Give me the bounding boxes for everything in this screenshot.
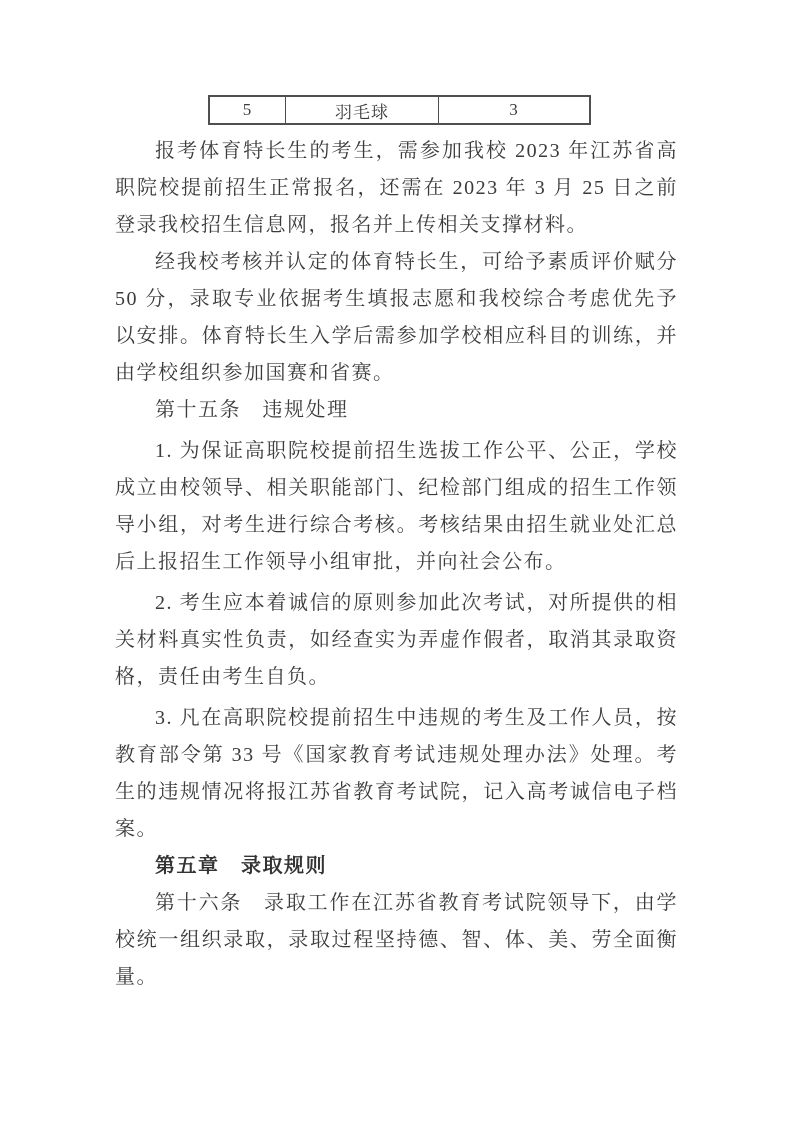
sports-quota-table [208, 95, 591, 125]
paragraph-application-requirements: 报考体育特长生的考生，需参加我校 2023 年江苏省高职院校提前招生正常报名，还需在 2023 年 3 月 25 日之前登录我校招生信息网，报名并上传相关支撑材料。 [115, 140, 678, 236]
article-16-paragraph: 第十六条 录取工作在江苏省教育考试院领导下，由学校统一组织录取，录取过程坚持德、智、体、美、劳全面衡量。 [115, 892, 678, 988]
table-cell-quota: 3 [439, 96, 591, 124]
table-row [209, 96, 590, 124]
article-15-item-2: 2. 考生应本着诚信的原则参加此次考试，对所提供的相关材料真实性负责，如经查实为弄虚作假者，取消其录取资格，责任由考生自负。 [115, 592, 678, 688]
article-15-title: 第十五条 违规处理 [155, 399, 349, 421]
table-cell-seq: 5 [209, 96, 286, 124]
document-content [115, 95, 678, 996]
article-15-item-3: 3. 凡在高职院校提前招生中违规的考生及工作人员，按教育部令第 33 号《国家教育考试违规处理办法》处理。考生的违规情况将报江苏省教育考试院，记入高考诚信电子档案。 [115, 707, 678, 840]
table-cell-sport: 羽毛球 [286, 96, 439, 124]
paragraph-assessment-bonus: 经我校考核并认定的体育特长生，可给予素质评价赋分 50 分，录取专业依据考生填报志愿和我校综合考虑优先予以安排。体育特长生入学后需参加学校相应科目的训练，并由学校组织参加国赛和省赛。 [115, 251, 678, 384]
article-15-item-1: 1. 为保证高职院校提前招生选拔工作公平、公正，学校成立由校领导、相关职能部门、纪检部门组成的招生工作领导小组，对考生进行综合考核。考核结果由招生就业处汇总后上报招生工作领导小组审批，并向社会公布。 [115, 440, 678, 573]
chapter-5-heading: 第五章 录取规则 [155, 855, 327, 877]
